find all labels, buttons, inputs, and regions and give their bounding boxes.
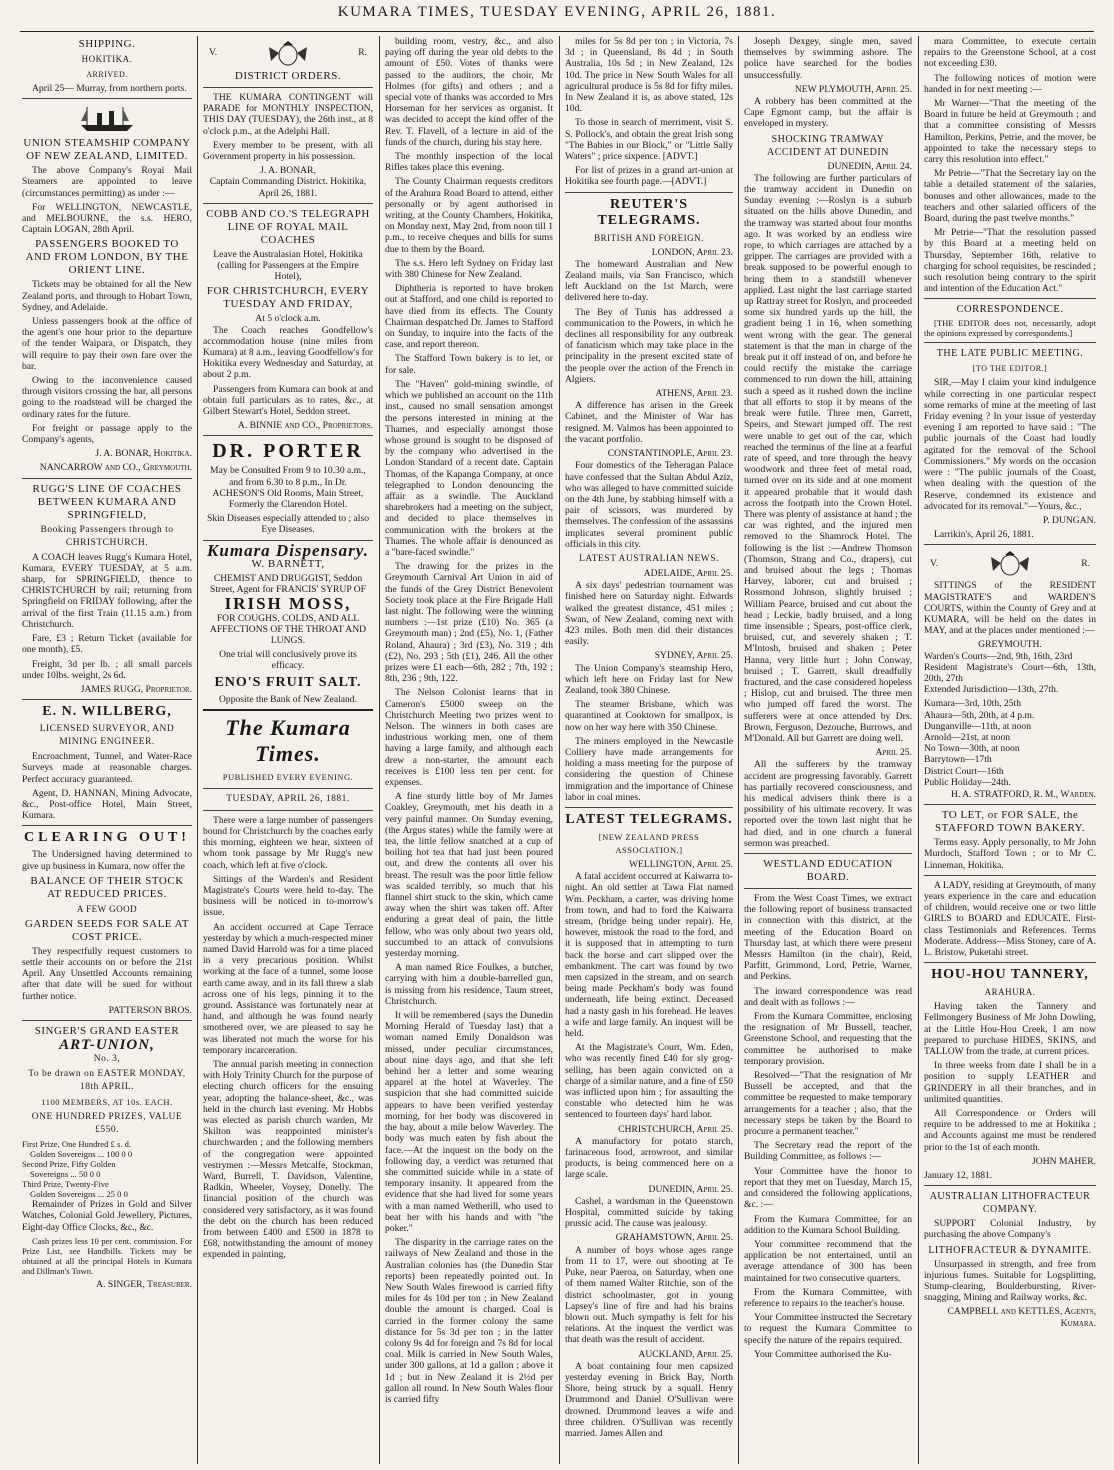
coughs-desc: FOR COUGHS, COLDS, AND ALL AFFECTIONS OF THE THROAT AND LUNGS. (209, 612, 367, 646)
news-paragraph: The annual parish meeting in connection with Holy Trinity Church for the purpose of electing church officers for the ensuing year, adopting the balance-sheet, &c., was held in the church last evening. Mr Hobbs was elected as parish church warden, Mr Skilton was reappointed minister's churchwarden ; and the following members of the congregation were appointed vestrymen :—Messrs Metcalfe, Stockman, Ward, Burrell, T. Davidson, Valentine, Radkin, Wheeler, Voysey, Donelly. The financial position of the church was considered very satisfactory, as it was found the debt on the church has been reduced from between £400 and £500 in 1878 to £68, notwithstanding the amount of money expended in painting, (203, 1058, 373, 1261)
telegram: A six days' pedestrian tournament was finished here on Saturday night. Edwards walked the greatest distance, 451 miles ; Swan, of New Zealand, coming next with 423 miles. Both men did their distances easily. (565, 580, 733, 648)
news-paragraph: A man named Rice Foulkes, a butcher, carrying with him a double-barrelled gun, is missing from his residence, Taum street, Christchurch. (385, 962, 553, 1007)
telegram: A boat containing four men capsized yesterday evening in Brick Bay, North Shore, being struck by a squall. Henry Drummond and Daniel O'Sullivan were drowned. Drummond leaves a wife and three children. O'Sullivan was recently married. James Allen and (565, 1360, 733, 1439)
dateline: LONDON, April 23. (651, 246, 733, 258)
news-paragraph: The County Chairman requests creditors of the Arahura Road Board to attend, either personally or by agent authorised in writing, at the County Chambers, Hokitika, on Monday next, May 2nd, from noon till 1 p.m., to receive cheques and bills for sums due to them by the Board. (385, 176, 553, 255)
schedule-row: Ahaura—5th, 20th, at 4 p.m. (924, 709, 1035, 721)
divider (924, 544, 1096, 545)
tannery-body: In three weeks from date I shall be in a position to supply LEATHER and GRINDERY in all their branches, and in unlimited quantities. (924, 1060, 1096, 1105)
members: 1100 MEMBERS, AT 10s. EACH. (41, 1097, 173, 1108)
telegram: A robbery has been committed at the Cape Egmont camp, but the affair is enveloped in mystery. (744, 96, 912, 130)
column-4 (565, 36, 733, 1464)
patterson-signature: PATTERSON BROS. (108, 1004, 192, 1016)
dateline: DUNEDIN, April 25. (648, 1183, 733, 1195)
schedule-row: District Court—16th (924, 765, 1004, 777)
dateline: WELLINGTON, April 25. (629, 858, 733, 870)
reuters-heading: REUTER'S TELEGRAMS. (597, 196, 701, 228)
divider (203, 87, 373, 88)
news-paragraph: There were a large number of passengers bound for Christchurch by the coaches early this morning, eighteen we hear, sixteen of whom took passage by Mr Rugg's new coach, which left at five o'clock. (203, 814, 373, 871)
news-paragraph: It will be remembered (says the Dunedin Morning Herald of Tuesday last) that a woman named Emily Donaldson was missed, under peculiar circumstances, about nine days ago, and that she left behind her a letter and some wearing apparel at the hotel at Waverley. The suspicion that she had committed suicide appears to have been verified yesterday morning, for her body was discovered in the bay, about a mile below Waverley. The body was much eaten by fish about the face.—At the inquest on the body on the following day, a verdict was returned that she committed suicide while in a state of temporary insanity. It appeared from the evidence that she had lived for some years with a man named Wetherill, who used to beat her with his hands and with "the poker." (385, 1010, 553, 1234)
maher-signature: JOHN MAHER. (1032, 1155, 1096, 1167)
telegram: The steamer Brisbane, which was quarantined at Cooktown for smallpox, is now on her way here with 350 Chinese. (565, 699, 733, 733)
barnett-name: W. BARNETT, (251, 557, 325, 570)
art-union-heading: ART-UNION, (59, 1036, 155, 1053)
divider (924, 342, 1096, 343)
news-paragraph: The Stafford Town bakery is to let, or for sale. (385, 353, 553, 376)
divider (203, 203, 373, 204)
prize-row: Sovereigns ... 50 0 0 (30, 1169, 101, 1180)
publication-date: TUESDAY, APRIL 26, 1881. (226, 793, 350, 804)
news-paragraph: Sittings of the Warden's and Resident Magistrate's Courts were held to-day. The business will be noticed in to-morrow's issue. (203, 873, 373, 919)
every-member: Every member to be present, with all Government property in his possession. (203, 139, 373, 163)
owing-notice: Owing to the inconvenience caused through visitors crossing the bar, all persons going to the roadstead will be charged the ordinary rates for the future. (22, 375, 192, 420)
news-paragraph: The Nelson Colonist learns that in Cameron's £5000 sweep on the Christchurch Meeting two prizes went to Nelson. The winners in both cases are industrious working men, one of them having a large family, and although each drew a non-starter, the amount each receives is £100 less ten per cent. for expenses. (385, 687, 553, 788)
to-editor: [TO THE EDITOR.] (972, 364, 1048, 374)
telegram: Four domestics of the Teheragan Palace have confessed that the Sultan Abdul Aziz, who was alleged to have committed suicide on the 4th June, by stabbing himself with a pair of scissors, was murdered by themselves. The confession of the assassins implicates several prominent public officials in this city. (565, 460, 733, 550)
latest-telegrams-heading: LATEST TELEGRAMS. (565, 811, 733, 827)
dateline: SYDNEY, April 25. (654, 650, 733, 662)
divider (22, 478, 192, 479)
agent-signature: J. A. BONAR, Hokitika. (95, 448, 192, 460)
rugg-body: A COACH leaves Rugg's Kumara Hotel, Kumara, EVERY TUESDAY, at 5 a.m. sharp, for SPRINGFIELD, thence to CHRISTCHURCH by rail; returning from Springfield on FRIDAY following, after the arrival of the first Train (11.15 a.m.) from Christchurch. (22, 551, 192, 630)
prize-row: Golden Sovereigns ... 25 0 0 (30, 1189, 128, 1200)
prize-row: Third Prize, Twenty-Five (22, 1179, 109, 1190)
board-paragraph: The inward correspondence was read and dealt with as follows :— (744, 985, 912, 1008)
news-paragraph: The monthly inspection of the local Rifles takes place this evening. (385, 151, 553, 174)
prize-list (22, 1139, 192, 1199)
arahura-label: ARAHURA. (984, 987, 1036, 998)
schedule-row: Dunganville—11th, at noon (924, 720, 1032, 732)
schedule-row: Kumara—3rd, 10th, 25th (924, 698, 1021, 710)
cash-notice: Cash prizes less 10 per cent. commission. For Prize List, see Handbills. Tickets may be obtained at all the principal Hotels in Kumara and Dillman's Town. (22, 1235, 192, 1276)
dispensary-heading: Kumara Dispensary. (207, 540, 369, 560)
union-steamship-heading: UNION STEAMSHIP COMPANY OF NEW ZEALAND, LIMITED. (23, 137, 191, 163)
dateline: DUNEDIN, April 24. (827, 160, 912, 172)
captain-title: Captain Commanding District. Hokitika, April 26, 1881. (209, 176, 367, 199)
news-paragraph: The drawing for the prizes in the Greymouth Carnival Art Union in aid of the funds of the Grey District Benevolent Society took place at the Fire Brigade Hall last night. The following were the winning numbers :—1st prize (£10) No. 365 (a Greymouth man) ; 2nd (£5), No. 1, (Father Roland, Ahaura) ; 3rd (£3), No. 319 ; 4th (£2), No. 293 ; 5th (£1), 246. All the other prizes were £1 each—6th, 282 ; 7th, 192 ; 8th, 236 ; 9th, 122. (385, 561, 553, 685)
masthead: KUMARA TIMES, TUESDAY EVENING, APRIL 26, 1881. (337, 4, 777, 20)
trial-note: One trial will conclusively prove its efficacy. (219, 649, 357, 672)
willberg-agent: Agent, D. HANNAN, Mining Advocate, &c., Post-office Hotel, Main Street, Kumara. (22, 787, 192, 822)
dateline: AUCKLAND, April 25. (638, 1348, 733, 1360)
royal-crest-icon (987, 549, 1033, 577)
telegram: A difference has arisen in the Greek Cabinet, and the Minister of War has resigned. M. Valmos has been appointed to the vacant portfolio. (565, 400, 733, 445)
board-paragraph: Your Committee have the honor to report that they met on Tuesday, March 15, and considered the following applications, &c. :— (744, 1165, 912, 1211)
divider (203, 435, 373, 436)
sittings-notice: SITTINGS of the RESIDENT MAGISTRATE'S and WARDEN'S COURTS, within the County of Grey and at KUMARA, will be held on the dates in MAY, and at the places under mentioned :— (924, 580, 1096, 637)
cobb-time: At 5 o'clock a.m. (255, 313, 321, 325)
column-divider (738, 36, 739, 1464)
cobb-body: Leave the Australasian Hotel, Hokitika (calling for Passengers at the Empire Hotel), (213, 248, 363, 283)
column-divider (559, 36, 560, 1464)
british-foreign: BRITISH AND FOREIGN. (594, 232, 704, 243)
letter-date: Larrikin's, April 26, 1881. (934, 529, 1034, 541)
telegram: The miners employed in the Newcastle Colliery have made arrangements for holding a mass meeting for the purpose of considering the question of Chinese immigration and the importance of Chinese labor in coal mines. (565, 735, 733, 803)
art-union-drawn: To be drawn on EASTER MONDAY, 18th APRIL. (28, 1069, 186, 1093)
steamship-icon (77, 103, 137, 133)
royal-crest-icon (265, 39, 311, 67)
divider (924, 962, 1096, 963)
rugg-heading: RUGG'S LINE OF COACHES BETWEEN KUMARA AND SPRINGFIELD, (32, 482, 182, 521)
skin-diseases: Skin Diseases especially attended to ; also Eye Diseases. (207, 513, 369, 536)
telegram: Cashel, a wardsman in the Queenstown Hospital, committed suicide by taking prussic acid. The cause was jealousy. (565, 1195, 733, 1230)
column-divider (379, 36, 380, 1464)
litho-body: SUPPORT Colonial Industry, by purchasing the above Company's (924, 1218, 1096, 1241)
telegram: The Bey of Tunis has addressed a communication to the Powers, in which he declines all responsibility for any outbreak of fanaticism which may take place in the principality in the present excited state of the people over the action of the French in Algiers. (565, 306, 733, 385)
dateline: NEW PLYMOUTH, April 25. (794, 83, 912, 95)
arrived-label: ARRIVED. (86, 70, 128, 79)
news-paragraph: The "Haven" gold-mining swindle, of which we published an account on the 11th inst., caused no small sensation amongst the persons interested in mining at the Thames, and especially amongst those whose ground is sought to be disposed of by the company who advertised in the London Standard of a recent date. Captain Thomas, of the Kapanga Company, at once telegraphed to London denouncing the affair as a swindle. The Auckland sharebrokers had a meeting on the subject, and decided to place themselves in communication with the brokers at the Thames. The whole affair is denounced as a "bare-faced swindle." (385, 378, 553, 558)
tannery-body: Having taken the Tannery and Fellmongery Business of Mr John Dowling, at the Little Hou-Hou Creek, I am now prepared to purchase HIDES, SKINS, and TALLOW from the trade, at current prices. (924, 1001, 1096, 1058)
public-meeting-heading: THE LATE PUBLIC MEETING. (936, 348, 1084, 360)
tramway-update: All the sufferers by the tramway accident are progressing favorably. Garrett has partially recovered consciousness, and his medical advisers think there is a possibility of his ultimate recovery. It was reported over the town last night that he had died, and in one church a funeral sermon was preached. (744, 759, 912, 849)
dungan-signature: P. DUNGAN. (1042, 514, 1096, 526)
unless-notice: Unless passengers book at the office of the agent's one hour prior to the departure of the tender Waipara, or Dispatch, they will require to pay their own fare over the bar. (22, 316, 192, 372)
dateline: CONSTANTINOPLE, April 23. (607, 448, 733, 460)
rugg-fare: Fare, £3 ; Return Ticket (available for one month), £5. (22, 633, 192, 656)
willberg-subheading: LICENSED SURVEYOR, AND MINING ENGINEER. (39, 724, 175, 748)
schedule-list (924, 698, 1096, 788)
tolet-heading: TO LET, or FOR SALE, the STAFFORD TOWN BAKERY. (935, 809, 1085, 835)
divider (22, 699, 192, 700)
tramway-report: The following are further particulars of the tramway accident in Dunedin on Sunday evening :—Roslyn is a suburb situated on the hills above Dunedin, and the tramway was started about four months ago. It was worked by an endless wire rope, to which carriages are attached by a gripper. The carriages are provided with a break supposed to be powerful enough to bring them to a standstill whenever applied. Last night the last carriage started up Rattray street for Roslyn, and proceeded some six hundred yards up the hill, the gradient being 1 in 16, when something went wrong with the gear. The general statement is that the man in charge of the break put it off instead of on, and before he could rectify the mistake the carriage commenced to run down the hill, attaining such a speed as it rushed down the incline that all efforts to stop it by means of the break were futile. Three men, Garrett, Speirs, and Stewart jumped off. The rest were unable to get out of the car, which reached the terminus of the line at a fearful rate of speed, and tore through the heavy woodwork and three feet of metal road, turned over on its side and at one moment it appeared probable that it would dash across the footpath into the Crown Hotel. There was plenty of assistance at hand ; the car was righted, and the injured men removed to the Shamrock Hotel. The following is the list :—Andrew Thomson (Thomson, Strang and Co., drapers), cut and bruised about the legs ; Thomas Harvey, laborer, cut and bruised ; Rossmond Johnson, slightly bruised ; William Pearce, bruised and cut about the head ; Leckie, badly bruised, and a long time insensible ; Spears, post-office clerk, bruised, cut, and severely shaken ; T. M'Intosh, bruised and shaken ; Peter Hanna, very little hurt ; John Conway, bruised ; T. Garrett, skull dreadfully fractured, and the case considered hopeless ; Hislop, cut and bruised. The three men who jumped off fared the worst. The sufferers were at once attended by Drs. Brown, Ferguson, Dezouche, Burrows, and M'Donald. All but Garrett are doing well. (744, 172, 912, 744)
telegram: Joseph Dexgey, single men, saved themselves by swimming ashore. The police have searched for the bodies unsuccessfully. (744, 36, 912, 81)
news-paragraph: The disparity in the carriage rates on the railways of New Zealand and those in the Australian colonies has (the Dunedin Star reports) been repeatedly pointed out. In New South Wales firewood is carried fifty miles for 4s 10d per ton ; in New Zealand double the amount is charged. Coal is carried in the former colony the same distance for 5s 3d per ton ; in the latter colony 9s 4d for foreign and 7s 8d for local coal. Milk is carried in New South Wales, under 300 gallons, at 1d a gallon ; above it 1d ; but in New Zealand it is 2½d per gallon all round. In New South Wales flour is carried fifty (385, 1237, 553, 1405)
hokitika-label: HOKITIKA. (81, 54, 133, 64)
lady-notice: A LADY, residing at Greymouth, of many years experience in the care and education of children, would receive one or two little GIRLS to BOARD and EDUCATE. First-class Testimonials and References. Terms Moderate. Address—Miss Stoney, care of A. L. Bristow, Puketahi street. (924, 879, 1096, 958)
schedule-row: Barrytown—17th (924, 754, 992, 766)
board-paragraph: The Secretary read the report of the Building Committee, as follows :— (744, 1140, 912, 1163)
news-paragraph: For list of prizes in a grand art-union at Hokitika see fourth page.—[ADVT.] (565, 165, 733, 188)
divider (22, 1020, 192, 1021)
litho-desc: Unsurpassed in strength, and free from injurious fumes. Suitable for Logsplitting, Stump-clearing, Boulderbursting, River-snagging, Mining and Railway works, &c. (924, 1258, 1096, 1304)
schedule-row: Resident Magistrate's Court—6th, 13th, 20th, 27th (924, 661, 1096, 684)
freight-notice: For freight or passage apply to the Company's agents, (22, 422, 192, 446)
schedule-row: Arnold—21st, at noon (924, 731, 1011, 743)
divider (924, 875, 1096, 876)
board-paragraph: From the Kumara Committee, for an addition to the Kumara School Building. (744, 1213, 912, 1236)
eno-heading: ENO'S FRUIT SALT. (214, 674, 362, 690)
district-orders-heading: DISTRICT ORDERS. (234, 70, 342, 82)
divider (744, 888, 912, 889)
cobb-destination: FOR CHRISTCHURCH, EVERY TUESDAY AND FRIDAY, (206, 285, 370, 311)
news-paragraph: A fine sturdy little boy of Mr James Coakley, Greymouth, met his death in a very painful manner. On Sunday evening, (the Argus states) while the family were at tea, the little fellow snatched at a cup of boiling hot tea that had just been poured out, and drew the contents all over his breast. The result was the poor little fellow was scalded terribly, so much that his flannel shirt stuck to the skin, which came away when the shirt was taken off. After enduring a great deal of pain, the little fellow, who was only about two years old, succumbed to an attack of convulsions yesterday morning. (385, 791, 553, 960)
latest-australian-heading: LATEST AUSTRALIAN NEWS. (579, 553, 719, 564)
maher-date: January 12, 1881. (924, 1170, 993, 1182)
rugg-freight: Freight, 3d per lb. ; all small parcels under 10lbs. weight, 2s 6d. (22, 658, 192, 681)
vr-crest: V. R. (924, 549, 1096, 577)
divider (203, 788, 373, 789)
few-good: A FEW GOOD (76, 903, 138, 914)
news-paragraph: miles for 5s 8d per ton ; in Victoria, 7s 3d ; in Queensland, 8s 4d ; in South Australia, 10s 5d ; in New Zealand, 12s 10d. The price in New South Wales for all agricultural produce is 5s 8d for fifty miles. In New Zealand it is, as above stated, 12s 10d. (565, 36, 733, 115)
dateline: CHRISTCHURCH, April 25. (618, 1123, 733, 1135)
board-paragraph: The following notices of motion were handed in for next meeting :— (924, 72, 1096, 95)
paper-title: The Kumara Times. (225, 714, 351, 766)
union-steamship-body: The above Company's Royal Mail Steamers are appointed to leave (circumstances permitting) as under :— (22, 165, 192, 199)
cobb-passengers: Passengers from Kumara can book at and obtain full particulars as to rates, &c., at Gilbert Stewart's Hotel, Seddon street. (203, 383, 373, 418)
telegram: At the Magistrate's Court, Wm. Eden, who was recently fined £40 for sly grog-selling, has been again convicted on a charge of a similar nature, and a fine of £50 was inflicted upon him ; for assaulting the constable who detected him he was sentenced to fourteen days' hard labor. (565, 1042, 733, 1121)
bank-note: Opposite the Bank of New Zealand. (218, 693, 357, 705)
prize-row: First Prize, One Hundred £ s. d. (22, 1139, 132, 1150)
divider (744, 853, 912, 854)
cobb-heading: COBB AND CO.'S TELEGRAPH LINE OF ROYAL MAIL COACHES (206, 207, 370, 246)
clearing-heading: CLEARING OUT! (24, 830, 190, 846)
press-association: [NEW ZEALAND PRESS ASSOCIATION.] (598, 831, 700, 855)
bonar-name: J. A. BONAR, (260, 165, 316, 177)
letter-body: SIR,—May I claim your kind indulgence while correcting in one particular respect some remarks of mine at the meeting of last Friday evening ? In your issue of yesterday evening I am reported to have said : "The public journals of the Coast had loudly agitated for the removal of the School Commissioners." My words on the occasion were : "The public journals of the Coast, when dealing with the question of the Reserve, condemned its existence and advocated for its removal."—Yours, &c., (924, 377, 1096, 512)
column-5 (744, 36, 912, 1464)
willberg-heading: E. N. WILLBERG, (42, 704, 172, 720)
litho-product: LITHOFRACTEUR & DYNAMITE. (928, 1244, 1092, 1256)
column-divider (197, 36, 198, 1464)
prizes-heading: ONE HUNDRED PRIZES, VALUE £550. (31, 1112, 183, 1136)
board-paragraph: Your Committee authorised the Ku- (754, 1348, 892, 1360)
board-paragraph: Mr Petrie—"That the Secretary lay on the table a detailed statement of the salaries, bonuses and other allowances, made to the teachers and other salaried officers of the Board, during the past twelve months." (924, 168, 1096, 225)
passengers-booked: PASSENGERS BOOKED TO AND FROM LONDON, BY THE ORIENT LINE. (25, 238, 189, 277)
column-6 (924, 36, 1096, 1464)
board-paragraph: From the Kumara Committee, enclosing the resignation of Mr Bussell, teacher, Greenstone School, and requesting that the committee be authorised to make temporary provision. (744, 1011, 912, 1067)
balance-heading: BALANCE OF THEIR STOCK AT REDUCED PRICES. (30, 874, 184, 900)
prize-row: Second Prize, Fifty Golden (22, 1159, 116, 1170)
tolet-body: Terms easy. Apply personally, to Mr John Murdoch, Stafford Town ; or to Mr C. Linneman, Hokitika. (924, 837, 1096, 871)
cobb-coach: The Coach reaches Goodfellow's accommodation house (nine miles from Kumara) at 8 a.m., leaving Goodfellow's for Hokitika every Wednesday and Saturday, at about 2 p.m. (203, 324, 373, 381)
remainder-notice: Remainder of Prizes in Gold and Silver Watches, Colonial Gold Jewellery, Pictures, Eight-day Office Clocks, &c., &c. (22, 1199, 192, 1233)
board-paragraph: mara Committee, to execute certain repairs to the Greenstone School, at a cost not exceeding £30. (924, 36, 1096, 70)
tannery-heading: HOU-HOU TANNERY, (931, 967, 1089, 983)
arrival-notice: April 25— Murray, from northern ports. (32, 83, 187, 94)
board-paragraph: Mr Warner—"That the meeting of the Board in future be held at Greymouth ; and that a committee consisting of Messrs Hamilton, Perkins, Petrie, and the mover, be appointed to take the necessary steps to carry this resolution into effect." (924, 98, 1096, 166)
education-board-heading: WESTLAND EDUCATION BOARD. (763, 859, 893, 884)
tramway-heading: SHOCKING TRAMWAY ACCIDENT AT DUNEDIN (767, 133, 889, 158)
telegram: A manufactory for potato starch, farinaceous food, arrowroot, and similar products, is being commenced here on a large scale. (565, 1135, 733, 1181)
irish-moss: IRISH MOSS, (224, 594, 352, 614)
news-paragraph: To those in search of merriment, visit S. S. Pollock's, and obtain the great Irish song "The Babies in our Block," or "Little Sally Waters" ; price sixpence. [ADVT.] (565, 117, 733, 163)
clearing-body: The Undersigned having determined to give up business in Kumara, now offer the (22, 849, 192, 872)
rugg-signature: JAMES RUGG, Proprietor. (80, 683, 192, 695)
column-divider (918, 36, 919, 1464)
board-paragraph: From the West Coast Times, we extract the following report of business transacted in connection with this district, at the meeting of the Education Board on Thursday last, at which there were present Messrs Hamilton (in the chair), Reid, Parfitt, Grimmond, Lord, Petrie, Warner, and Perkins. (744, 893, 912, 983)
news-paragraph: building room, vestry, &c., and also paying off during the year old debts to the amount of £50. Votes of thanks were passed to the auditors, the choir, Mr Holmes (for gifts) and others ; and a special vote of thanks was accorded to Mrs Horseman for her services as organist. It was decided to accept the kind offer of the Rev. T. Flavell, of a lecture in aid of the funds of the church, during his stay here. (385, 36, 553, 148)
dateline: ADELAIDE, April 25. (643, 567, 733, 579)
news-paragraph: An accident occurred at Cape Terrace yesterday by which a much-respected miner named David Harrold was for a time placed in a very precarious position. Whilst working at the face of a tunnel, some loose earth came away, and in its fall threw a slab across one of his legs, pinning it to the ground. Assistance was fortunately near at hand, and although he was found nearly smothered over, we are pleased to say he was liberated not much the worse for his temporary incarceration. (203, 921, 373, 1056)
divider (22, 825, 192, 826)
correspondence-heading: CORRESPONDENCE. (956, 304, 1064, 316)
masthead-rule (20, 31, 1094, 32)
dateline: GRAHAMSTOWN, April 25. (615, 1232, 733, 1244)
telegram: The homeward Australian and New Zealand mails, via San Francisco, which left Auckland on the 1st March, were delivered here to-day. (565, 258, 733, 304)
schedule-row: Warden's Courts—2nd, 9th, 16th, 23rd (924, 650, 1073, 662)
schedule-row: Public Holiday—24th. (924, 776, 1011, 788)
tannery-body: All Correspondence or Orders will require to be addressed to me at Hokitika ; and Accounts against me must be rendered prior to the 1st of each month. (924, 1108, 1096, 1153)
news-paragraph: Diphtheria is reported to have broken out at Stafford, and one child is reported to have died from its effects. The County Chairman despatched Dr. James to Stafford on Sunday, to inquire into the facts of the case, and report thereon. (385, 283, 553, 351)
garden-heading: GARDEN SEEDS FOR SALE AT COST PRICE. (24, 917, 190, 943)
porter-heading: DR. PORTER (212, 440, 364, 463)
contingent-notice: THE KUMARA CONTINGENT will PARADE for MONTHLY INSPECTION, THIS DAY (TUESDAY), the 26th inst., at 8 o'clock p.m., at the Adelphi Hall. (203, 92, 373, 137)
telegram: The Union Company's steamship Hero, which left here on Friday last for New Zealand, took 380 Chinese. (565, 662, 733, 696)
divider (924, 1185, 1096, 1186)
tickets-notice: Tickets may be obtained for all the New Zealand ports, and through to Hobart Town, Sydney, and Adelaide. (22, 279, 192, 313)
shipping-heading: SHIPPING. (78, 38, 136, 50)
board-paragraph: Your committee recommend that the application be not entertained, until an average attendance of 300 has been maintained for two consecutive quarters. (744, 1238, 912, 1284)
schedule-row: No Town—30th, at noon (924, 743, 1020, 755)
divider (924, 804, 1096, 805)
vr-crest: V. R. (203, 39, 373, 67)
published-note: PUBLISHED EVERY EVENING. (222, 771, 354, 782)
news-paragraph: The s.s. Hero left Sydney on Friday last with 380 Chinese for New Zealand. (385, 257, 553, 281)
stratford-signature: H. A. STRATFORD, R. M., Warden. (951, 788, 1096, 800)
column-3 (385, 36, 553, 1464)
binnie-signature: A. BINNIE and CO., Proprietors. (237, 420, 373, 432)
chemist-desc: CHEMIST AND DRUGGIST, Seddon Street, Agent for FRANCIS' SYRUP OF (210, 572, 366, 596)
greymouth-label: GREYMOUTH. (978, 639, 1042, 651)
schedule-row: Extended Jurisdiction—13th, 27th. (924, 684, 1059, 696)
dateline: ATHENS, April 23. (655, 388, 733, 400)
divider (203, 709, 373, 711)
column-2 (203, 36, 373, 1464)
divider (924, 298, 1096, 299)
editor-note: [THE EDITOR does not, necessarily, adopt the opinions expressed by correspondents.] (924, 318, 1096, 339)
agent-signature: NANCARROW and CO., Greymouth. (39, 462, 192, 474)
divider (203, 810, 373, 811)
request-notice: They respectfully request customers to settle their accounts on or before the 21st April. Any Unsettled Accounts remaining after that date will be sued for without further notice. (22, 945, 192, 1002)
dateline: April 25. (875, 747, 912, 759)
art-union-number: No. 3, (93, 1054, 121, 1065)
litho-heading: AUSTRALIAN LITHOFRACTEUR COMPANY. (929, 1191, 1091, 1216)
board-paragraph: From the Kumara Committee, with reference to repairs to the teacher's house. (744, 1286, 912, 1309)
singer-heading: SINGER'S GRAND EASTER (34, 1024, 180, 1037)
prize-row: Golden Sovereigns ... 100 0 0 (30, 1149, 133, 1160)
singer-signature: A. SINGER, Treasurer. (96, 1278, 192, 1290)
telegram: A number of boys whose ages range from 11 to 17, were out shooting at Te Puke, near Paeroa, on Saturday, when one of them named Walter Ritchie, son of the district schoolmaster, got in young Lapsey's line of fire and had his brains blown out. Much sympathy is felt for his relations. At the inquest the verdict was that death was the result of accident. (565, 1244, 733, 1346)
board-paragraph: Mr Petrie—"That the resolution passed by this Board at a meeting held on Thursday, September 16th, relative to charging for school requisites, be rescinded ; such resolution being contrary to the spirit and intention of the Education Act." (924, 227, 1096, 295)
column-1 (22, 36, 192, 1464)
willberg-body: Encroachment, Tunnel, and Water-Race Surveys made at reasonable charges. Perfect accuracy guaranteed. (22, 751, 192, 785)
campbell-signature: CAMPBELL and KETTLES, Agents, Kumara. (947, 1306, 1096, 1329)
rugg-subheading: Booking Passengers through to CHRISTCHURCH. (40, 524, 174, 548)
board-paragraph: Your Committee instructed the Secretary to request the Kumara Committee to specify the nature of the repairs required. (744, 1312, 912, 1346)
board-paragraph: Resolved—"That the resignation of Mr Bussell be accepted, and that the committee be requested to make temporary arrangements for a teacher ; also, that the necessary steps be taken by the Board to procure a permanent teacher." (744, 1070, 912, 1138)
porter-consult: May be Consulted From 9 to 10.30 a.m., and from 6.30 to 8 p.m., In Dr. ACHESON'S Old Rooms, Main Street, Formerly the Clarendon Hotel. (210, 465, 366, 511)
telegram: A fatal accident occurred at Kaiwarra to-night. An old settler at Tawa Flat named Wm. Peckham, a carter, was driving home from town, and had to ford the Kaiwarra stream, (bridge being under repair). He, however, mistook the road to the ford, and it is supposed that in attempting to turn back the horse and cart slipped over the embankment. The cart was found by two men capsized in the stream, and on search being made Peckham's body was found underneath, life being extinct. Deceased had a nasty gash in his forehead. He leaves a wife and large family. An inquest will be held. (565, 871, 733, 1040)
divider (565, 192, 733, 193)
union-steamship-route: For WELLINGTON, NEWCASTLE, and MELBOURNE, the s.s. HERO, Captain LOGAN, 28th April. (22, 201, 192, 236)
divider (22, 98, 192, 99)
divider (565, 807, 733, 808)
